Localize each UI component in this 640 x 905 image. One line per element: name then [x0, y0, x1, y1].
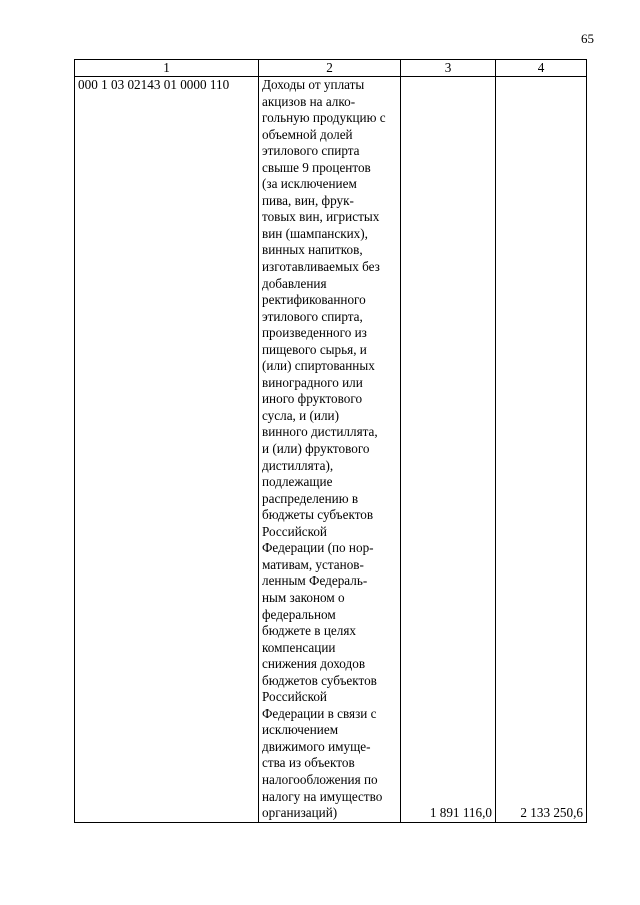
- description-line: свыше 9 процентов: [262, 159, 371, 175]
- description-line: компенсации: [262, 639, 336, 655]
- description-line: ства из объектов: [262, 755, 355, 771]
- description-line: бюджете в целях: [262, 623, 356, 639]
- description-line: пива, вин, фрук-: [262, 192, 354, 208]
- header-col-4: 4: [496, 60, 587, 77]
- description-line: добавления: [262, 275, 327, 291]
- revenue-table: [74, 59, 587, 823]
- description-line: пищевого сырья, и: [262, 341, 367, 357]
- description-line: налогообложения по: [262, 771, 378, 787]
- description-line: Федерации в связи с: [262, 705, 377, 721]
- description-line: движимого имуще-: [262, 738, 371, 754]
- header-col-1: 1: [75, 60, 259, 77]
- description-line: этилового спирта,: [262, 308, 363, 324]
- description-line: Российской: [262, 523, 327, 539]
- description-line: Федерации (по нор-: [262, 540, 374, 556]
- page-number: 65: [581, 31, 594, 46]
- description-line: ленным Федераль-: [262, 573, 368, 589]
- table-row: [75, 77, 587, 823]
- description-line: Российской: [262, 689, 327, 705]
- description-line: бюджеты субъектов: [262, 507, 374, 523]
- description-line: винного дистиллята,: [262, 424, 378, 440]
- description-line: объемной долей: [262, 126, 353, 142]
- budget-classification-code: 000 1 03 02143 01 0000 110: [75, 77, 259, 823]
- value-column-3: 1 891 116,0: [401, 77, 496, 823]
- description-line: гольную продукцию с: [262, 110, 386, 126]
- description-line: федеральном: [262, 606, 336, 622]
- description-line: товых вин, игристых: [262, 209, 380, 225]
- description-line: винных напитков,: [262, 242, 363, 258]
- header-row: [75, 60, 587, 77]
- description-line: организаций): [262, 805, 338, 821]
- description-line: (или) спиртованных: [262, 358, 375, 374]
- revenue-description: [259, 77, 401, 823]
- description-line: ным законом о: [262, 589, 345, 605]
- value-column-4: 2 133 250,6: [496, 77, 587, 823]
- description-line: дистиллята),: [262, 457, 334, 473]
- description-line: акцизов на алко-: [262, 93, 356, 109]
- description-line: мативам, установ-: [262, 556, 364, 572]
- description-line: этилового спирта: [262, 143, 360, 159]
- description-line: сусла, и (или): [262, 407, 339, 423]
- description-line: распределению в: [262, 490, 359, 506]
- header-col-3: 3: [401, 60, 496, 77]
- description-line: подлежащие: [262, 474, 333, 490]
- description-line: снижения доходов: [262, 656, 366, 672]
- description-line: (за исключением: [262, 176, 357, 192]
- description-line: произведенного из: [262, 325, 367, 341]
- description-line: иного фруктового: [262, 391, 363, 407]
- description-line: изготавливаемых без: [262, 259, 380, 275]
- description-line: Доходы от уплаты: [262, 77, 365, 92]
- description-line: налогу на имущество: [262, 788, 383, 804]
- description-line: исключением: [262, 722, 339, 738]
- description-line: и (или) фруктового: [262, 441, 370, 457]
- header-col-2: 2: [259, 60, 401, 77]
- description-line: бюджетов субъектов: [262, 672, 377, 688]
- description-line: ректификованного: [262, 292, 366, 308]
- description-line: вин (шампанских),: [262, 225, 368, 241]
- description-line: виноградного или: [262, 374, 363, 390]
